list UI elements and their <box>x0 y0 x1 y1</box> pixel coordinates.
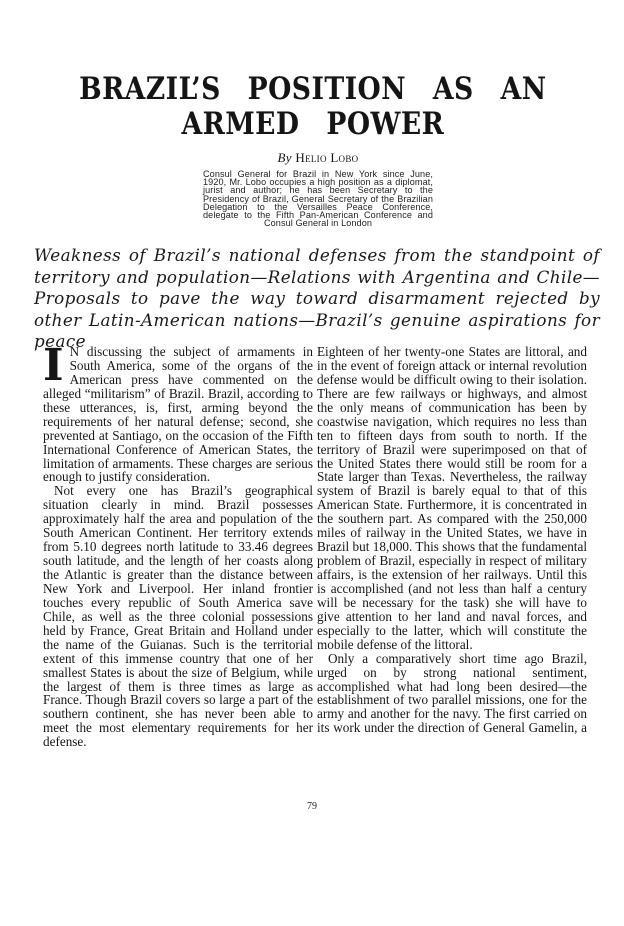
left-paragraph-1-text: N discussing the subject of armaments in South America, some of the organs of the American press have commented on the alleged “militarism” of Brazil. Brazil, according to these utterances, is, first, arming beyond the requirements of her natural defense; second, she prevented at Santiago, on the occasion of the Fifth International Conference of American States, the limitation of armaments. These charges are serious enough to justify consideration. <box>43 344 313 485</box>
byline-prefix: By <box>277 150 292 165</box>
author-name: Helio Lobo <box>295 150 359 165</box>
right-column <box>317 345 587 735</box>
right-paragraph-2: Only a comparatively short time ago Brazil, urged on by strong national sentiment, accomplished what had long been desired—the establishment of two parallel missions, one for the army and another for the navy. The first carried on its work under the direction of General Gamelin, a <box>317 650 587 736</box>
right-paragraph-1: Eighteen of her twenty-one States are littoral, and in the event of foreign attack or internal revolution defense would be difficult owing to their isolation. There are few railways or highways, and almost the only means of communication has been by coastwise navigation, which requires no less than ten to fifteen days from south to north. If the territory of Brazil were superimposed on that of the United States there would still be room for a State larger than Texas. Nevertheless, the railway system of Brazil is barely equal to that of this American State. Furthermore, it is concentrated in the southern part. As compared with the 250,000 miles of railway in the United States, we have in Brazil but 18,000. This shows that the fundamental problem of Brazil, especially in respect of military affairs, is the extension of her railways. Until this is accomplished (and not less than half a century will be necessary for the task) she will have to give attention to her land and naval forces, and especially to the latter, which will constitute the mobile defense of the littoral. <box>317 344 587 652</box>
author-bio <box>203 170 433 227</box>
byline <box>0 150 624 166</box>
author-bio-text: Consul General for Brazil in New York since June, 1920, Mr. Lobo occupies a high position as a diplomat, jurist and author; he has been Secretary to the Presidency of Brazil, General Secretary of the Brazilian Delegation to the Versailles Peace Conference, delegate to the Fifth Pan-American Conference and Consul General in London <box>203 169 433 229</box>
article-title-line-1: BRAZIL’S POSITION AS AN <box>79 71 547 107</box>
drop-cap: I <box>43 340 64 391</box>
left-paragraph-1 <box>43 340 313 485</box>
page-number: 79 <box>307 801 317 812</box>
left-column <box>43 340 313 750</box>
article-title-line-2: ARMED POWER <box>181 106 445 142</box>
article-summary: Weakness of Brazil’s national defenses from the standpoint of territory and population—Relations with Argentina and Chile—Proposals to pave the way toward disarmament rejected by other Latin-American nations—Brazil’s genuine aspirations for peace <box>34 245 600 351</box>
left-paragraph-2: Not every one has Brazil’s geographical situation clearly in mind. Brazil possesses approximately half the area and population of the South American Continent. Her territory extends from 5.10 degrees north latitude to 33.46 degrees south latitude, and the length of her coasts along the Atlantic is greater than the distance between New York and Liverpool. Her inland frontier touches every republic of South America save Chile, as well as the three colonial possessions held by France, Great Britain and Holland under the name of the Guianas. Such is the territorial extent of this immense country that one of her smallest States is about the size of Belgium, while the largest of them is three times as large as France. Though Brazil covers so large a part of the southern continent, she has never been able to meet the most elementary requirements for her defense. <box>43 483 313 750</box>
